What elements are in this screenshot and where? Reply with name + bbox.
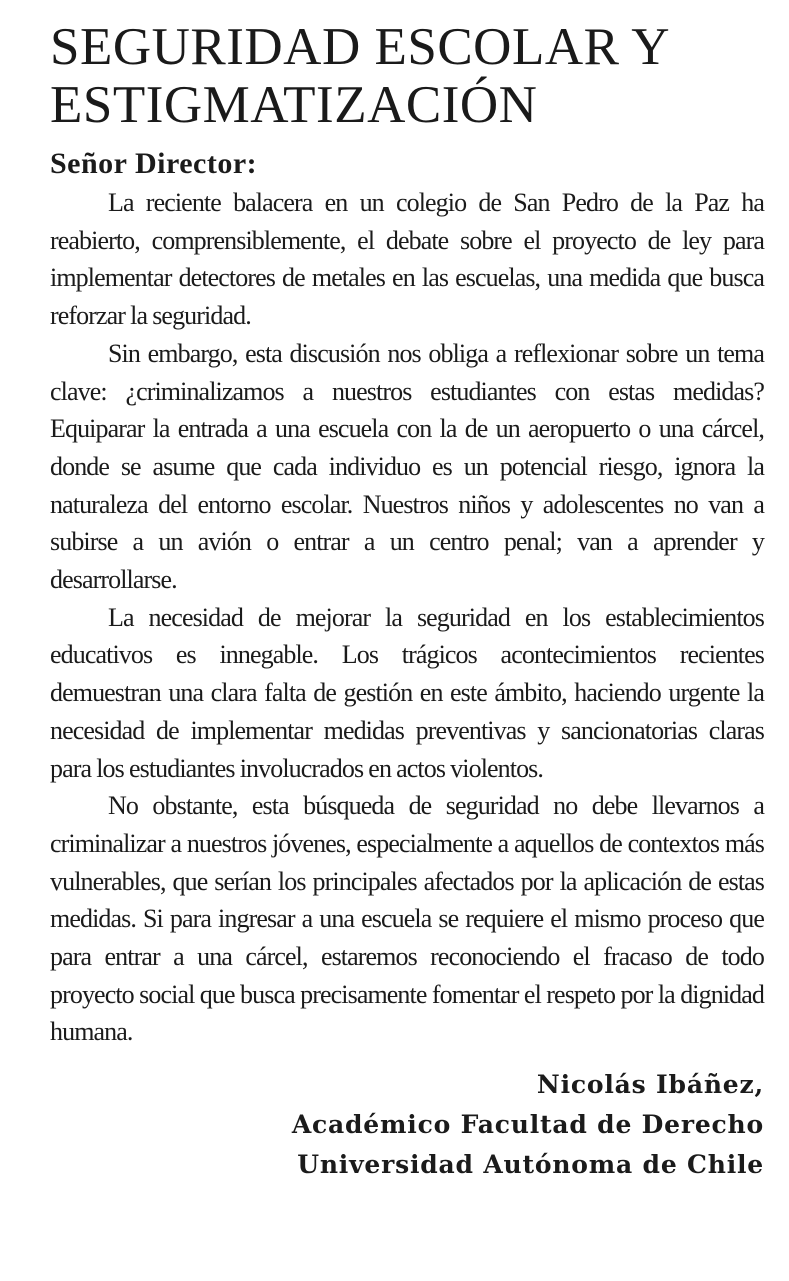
author-name: Nicolás Ibáñez, (536, 1070, 764, 1100)
letter-body (50, 184, 764, 1051)
letter-title (50, 18, 764, 134)
paragraph-3: La necesidad de mejorar la seguridad en los establecimientos educativos es innegable. Los trágicos acontecimientos recientes demuestran una clara falta de gestión en este ámbito, haciendo urgente la necesidad de implementar medidas preventivas y sancionatorias claras para los estudiantes involucrados en actos violentos. (50, 602, 764, 783)
paragraph-2: Sin embargo, esta discusión nos obliga a reflexionar sobre un tema clave: ¿criminalizamos a nuestros estudiantes con estas medidas? Equiparar la entrada a una escuela con la de un aeropuerto o una cárcel, donde se asume que cada individuo es un potencial riesgo, ignora la naturaleza del entorno escolar. Nuestros niños y adolescentes no van a subirse a un avión o entrar a un centro penal; van a aprender y desarrollarse. (50, 338, 764, 595)
author-position: Académico Facultad de Derecho (291, 1110, 764, 1140)
letter-page (50, 18, 764, 1185)
signature-block (50, 1065, 764, 1185)
salutation: Señor Director: (50, 147, 258, 180)
paragraph-4: No obstante, esta búsqueda de seguridad no debe llevarnos a criminalizar a nuestros jóvenes, especialmente a aquellos de contextos más vulnerables, que serían los principales afectados por la aplicación de estas medidas. Si para ingresar a una escuela se requiere el mismo proceso que para entrar a una cárcel, estaremos reconociendo el fracaso de todo proyecto social que busca precisamente fomentar el respeto por la dignidad humana. (50, 791, 764, 1047)
title-line-1: SEGURIDAD ESCOLAR Y (50, 18, 671, 76)
author-institution: Universidad Autónoma de Chile (297, 1150, 764, 1180)
title-line-2: ESTIGMATIZACIÓN (50, 76, 538, 134)
paragraph-1: La reciente balacera en un colegio de San Pedro de la Paz ha reabierto, comprensiblemente, el debate sobre el proyecto de ley para implementar detectores de metales en las escuelas, una medida que busca reforzar la seguridad. (50, 188, 764, 331)
